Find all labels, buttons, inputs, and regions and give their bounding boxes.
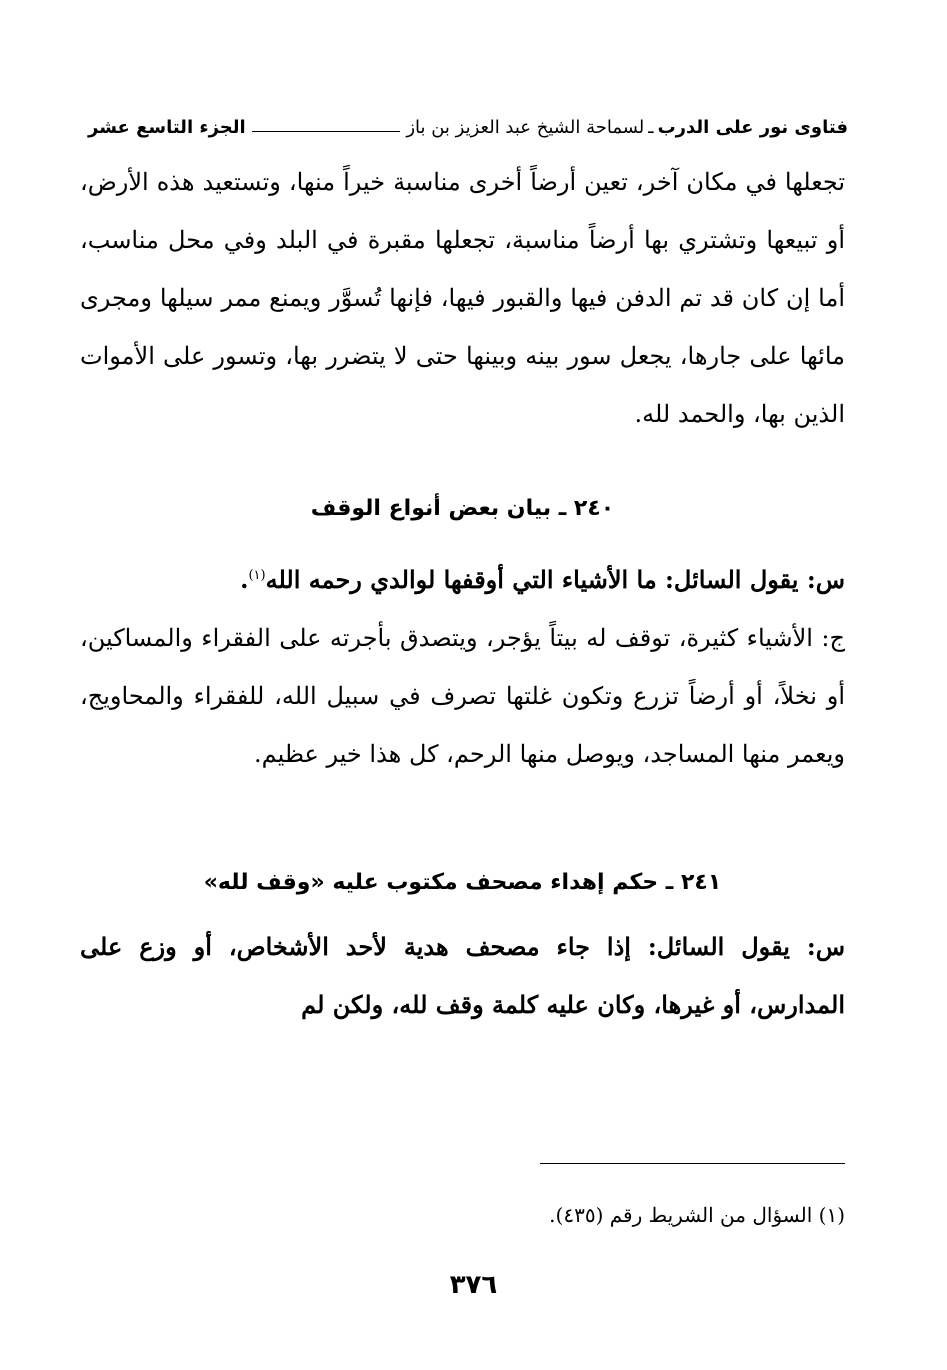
header-author: لسماحة الشيخ عبد العزيز بن باز xyxy=(406,116,645,138)
section-241-heading: ٢٤١ ـ حكم إهداء مصحف مكتوب عليه «وقف لله» xyxy=(203,870,722,895)
question-text: س: يقول السائل: ما الأشياء التي أوقفها لوالدي رحمه الله xyxy=(265,565,845,594)
section-241-question: س: يقول السائل: إذا جاء مصحف هدية لأحد الأشخاص، أو وزع على المدارس، أو غيرها، وكان عليه كلمة وقف لله، ولكن لم xyxy=(80,932,845,1019)
question-end: . xyxy=(240,565,249,594)
footnote-separator xyxy=(540,1163,845,1164)
header-separator: ـ xyxy=(648,116,654,138)
running-header xyxy=(88,112,848,142)
section-240-heading: ٢٤٠ ـ بيان بعض أنواع الوقف xyxy=(310,496,615,521)
footnote: (١) السؤال من الشريط رقم (٤٣٥). xyxy=(549,1203,845,1227)
continuation-paragraph: تجعلها في مكان آخر، تعين أرضاً أخرى مناسبة خيراً منها، وتستعيد هذه الأرض، أو تبيعها وتشتري بها أرضاً مناسبة، تجعلها مقبرة في البلد وفي محل مناسب، أما إن كان قد تم الدفن فيها والقبور فيها، فإنها تُسوَّر ويمنع ممر سيلها ومجرى مائها على جارها، يجعل سور بينه وبينها حتى لا يتضرر بها، وتسور على الأموات الذين بها، والحمد لله. xyxy=(80,168,845,428)
footnote-ref: (١) xyxy=(248,568,266,583)
header-rule xyxy=(252,131,401,132)
page-number: ٣٧٦ xyxy=(449,1270,498,1300)
section-240-question xyxy=(80,546,845,610)
section-240-answer: ج: الأشياء كثيرة، توقف له بيتاً يؤجر، ويتصدق بأجرته على الفقراء والمساكين، أو نخلاً، أو أرضاً تزرع وتكون غلتها تصرف في سبيل الله، للفقراء والمحاويج، ويعمر منها المساجد، ويوصل منها الرحم، كل هذا خير عظيم. xyxy=(80,624,845,768)
header-part: الجزء التاسع عشر xyxy=(88,116,246,138)
header-book-title: فتاوى نور على الدرب xyxy=(657,116,848,138)
